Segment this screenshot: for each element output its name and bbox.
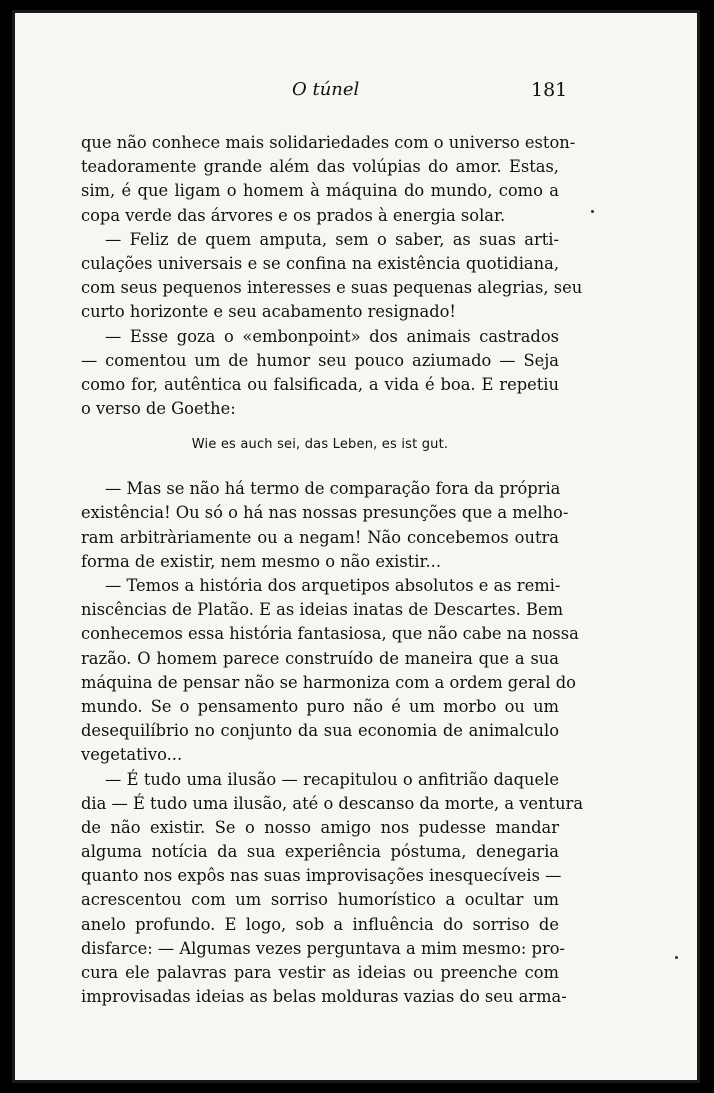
text-line: copa verde das árvores e os prados à energia solar. [81,205,506,225]
text-line: vegetativo... [81,745,183,765]
paragraph-block-2 [81,477,584,1009]
text-line: teadoramente grande além das volúpias do amor. Estas, [81,157,559,177]
running-header [15,79,697,109]
text-line: cura ele palavras para vestir as ideias ou preenche com [81,963,559,982]
text-line: existência! Ou só o há nas nossas presunções que a melho- [81,503,569,523]
paragraph-block-1 [81,131,583,421]
text-line: quanto nos expôs nas suas improvisações inesquecíveis — [81,866,562,886]
book-page [12,10,700,1083]
text-line: — Temos a história dos arquetipos absolutos e as remi- [105,576,561,595]
text-line: o verso de Goethe: [81,399,236,419]
text-line: como for, autêntica ou falsificada, a vida é boa. E repetiu [81,374,559,394]
text-line: — Mas se não há termo de comparação fora da própria [105,479,561,499]
page-number: 181 [531,79,568,101]
text-line: — Feliz de quem amputa, sem o saber, as suas arti- [105,229,559,249]
text-line: máquina de pensar não se harmoniza com a ordem geral do [81,672,576,692]
text-line: conhecemos essa história fantasiosa, que não cabe na nossa [81,624,579,644]
text-line: dia — É tudo uma ilusão, até o descanso da morte, a ventura [81,793,584,813]
body-text [81,131,584,1009]
text-line: alguma notícia da sua experiência póstuma, denegaria [81,842,559,862]
text-line: que não conhece mais solidariedades com o universo eston- [81,133,576,152]
text-line: de não existir. Se o nosso amigo nos pudesse mandar [81,817,559,837]
text-line: com seus pequenos interesses e suas pequenas alegrias, seu [81,278,583,298]
text-line: disfarce: — Algumas vezes perguntava a mim mesmo: pro- [81,938,566,958]
text-line: niscências de Platão. E as ideias inatas de Descartes. Bem [81,600,564,620]
text-line: improvisadas ideias as belas molduras vazias do seu arma- [81,987,567,1007]
text-line: curto horizonte e seu acabamento resignado! [81,302,456,322]
text-line: desequilíbrio no conjunto da sua economia de animalculo [81,721,559,741]
text-line: razão. O homem parece construído de maneira que a sua [81,648,559,668]
text-line: sim, é que ligam o homem à máquina do mundo, como a [81,181,559,201]
text-line: — É tudo uma ilusão — recapitulou o anfitrião daquele [105,769,559,789]
text-line: mundo. Se o pensamento puro não é um morbo ou um [81,696,559,716]
text-line: forma de existir, nem mesmo o não existir... [81,551,442,571]
text-line: — comentou um de humor seu pouco aziumado — Seja [81,350,559,370]
paper-speck [591,210,594,213]
text-line: culações universais e se confina na existência quotidiana, [81,253,559,273]
text-line: acrescentou com um sorriso humorístico a ocultar um [81,890,559,910]
text-line: — Esse goza o «embonpoint» dos animais castrados [105,326,559,346]
goethe-quote: Wie es auch sei, das Leben, es ist gut. [191,437,449,453]
text-line: ram arbitràriamente ou a negam! Não concebemos outra [81,527,559,547]
text-line: anelo profundo. E logo, sob a influência do sorriso de [81,914,559,934]
paper-speck [675,956,678,959]
chapter-title: O túnel [292,79,360,100]
